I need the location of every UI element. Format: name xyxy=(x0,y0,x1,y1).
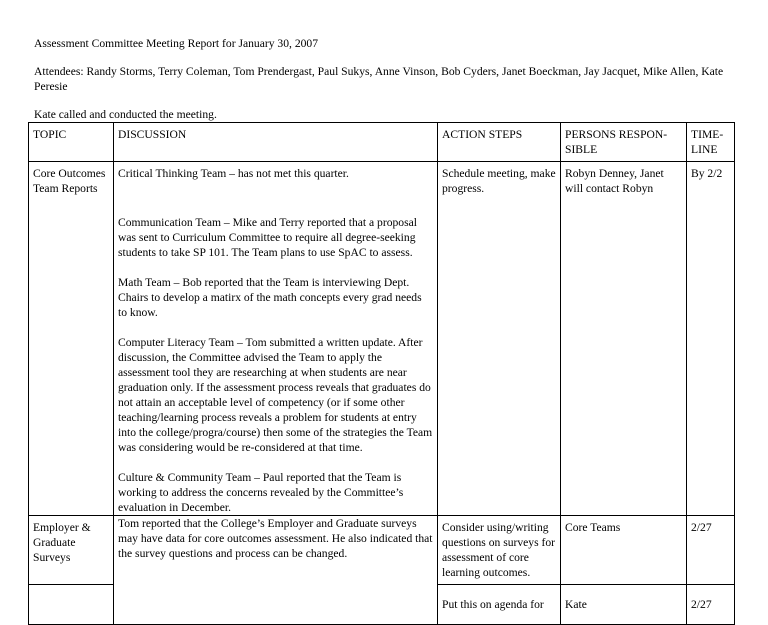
persons-cell: Core Teams xyxy=(561,516,687,585)
persons-cell: Kate xyxy=(561,585,687,625)
discussion-cell xyxy=(114,585,438,625)
header-persons: PERSONS RESPON-SIBLE xyxy=(561,123,687,162)
persons-cell: Robyn Denney, Janet will contact Robyn xyxy=(561,162,687,516)
header-discussion: DISCUSSION xyxy=(114,123,438,162)
discussion-math: Math Team – Bob reported that the Team is interviewing Dept. Chairs to develop a matirx of the math concepts every grad needs to know. xyxy=(118,276,422,319)
meeting-called-line: Kate called and conducted the meeting. xyxy=(34,108,217,121)
table-row xyxy=(29,162,735,516)
action-cell: Consider using/writing questions on surveys for assessment of core learning outcomes. xyxy=(438,516,561,585)
table-row xyxy=(29,585,735,625)
document-title: Assessment Committee Meeting Report for January 30, 2007 xyxy=(34,37,319,50)
timeline-cell: 2/27 xyxy=(687,516,735,585)
table-row xyxy=(29,516,735,585)
header-row xyxy=(29,123,735,162)
header-topic: TOPIC xyxy=(29,123,114,162)
timeline-cell: By 2/2 xyxy=(687,162,735,516)
timeline-cell: 2/27 xyxy=(687,585,735,625)
discussion-computer-literacy: Computer Literacy Team – Tom submitted a written update. After discussion, the Committee advised the Team to apply the assessment tool they are researching at when students are near graduation only. If the assessment process reveals that graduates do not attain an acceptable level of competency (or if some other teaching/learning process reveals a problem for students at entry into the college/progra/course) then some of the strategies the Team was considering would be re-considered at that time. xyxy=(118,336,433,454)
action-cell: Put this on agenda for xyxy=(438,585,561,625)
topic-cell: Core Outcomes Team Reports xyxy=(29,162,114,516)
discussion-culture-community: Culture & Community Team – Paul reported that the Team is working to address the concerns revealed by the Committee’s evaluation in December. xyxy=(118,471,404,514)
discussion-cell: Tom reported that the College’s Employer and Graduate surveys may have data for core outcomes assessment. He also indicated that the survey questions and process can be changed. xyxy=(114,516,438,585)
discussion-cell xyxy=(114,162,438,516)
header-action-steps: ACTION STEPS xyxy=(438,123,561,162)
minutes-table xyxy=(28,122,735,625)
action-cell: Schedule meeting, make progress. xyxy=(438,162,561,516)
discussion-communication: Communication Team – Mike and Terry reported that a proposal was sent to Curriculum Committee to require all degree-seeking students to take SP 101. The Team plans to use SpAC to assess. xyxy=(118,216,417,259)
attendees-line: Attendees: Randy Storms, Terry Coleman, Tom Prendergast, Paul Sukys, Anne Vinson, Bob Cyders, Janet Boeckman, Jay Jacquet, Mike Allen, Kate Peresie xyxy=(34,65,724,93)
topic-cell xyxy=(29,585,114,625)
header-timeline: TIME-LINE xyxy=(687,123,735,162)
discussion-critical-thinking: Critical Thinking Team – has not met this quarter. xyxy=(118,167,349,180)
topic-cell: Employer & Graduate Surveys xyxy=(29,516,114,585)
